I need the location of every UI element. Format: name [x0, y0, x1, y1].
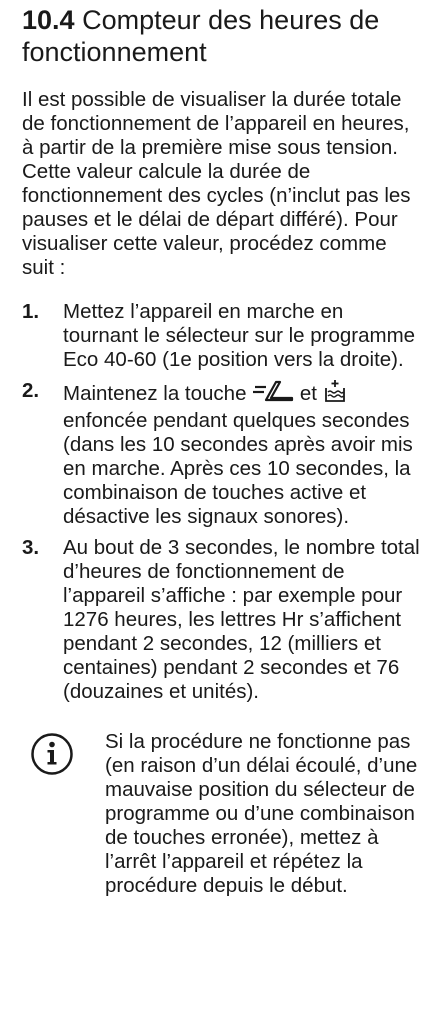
section-number: 10.4 — [22, 5, 75, 35]
quick-wash-icon — [252, 379, 294, 409]
step-text: Mettez l’appareil en marche en tournant le sélecteur sur le programme Eco 40-60 (1e position vers la droite). — [63, 300, 416, 371]
step-text-a: Maintenez la touche — [63, 382, 247, 405]
step-text-b: et — [299, 382, 317, 405]
extra-rinse-icon — [323, 379, 347, 409]
step-number: 1. — [22, 300, 40, 323]
step-text: Au bout de 3 secondes, le nombre total d’heures de fonctionnement de l’appareil s’affiche : par exemple pour 1276 heures, les lettres Hr s’affichent pendant 2 secondes, 12 (milliers et centaines) pendant 2 secondes et 76 (douzaines et unités). — [63, 536, 420, 703]
steps-list — [22, 300, 424, 704]
section-heading — [22, 0, 424, 68]
intro-paragraph: Il est possible de visualiser la durée totale de fonctionnement de l’appareil en heures, à partir de la première mise sous tension. Cette valeur calcule la durée de fonctionnement des cycles (n’inclut pas les pauses et le délai de départ différé). Pour visualiser cette valeur, procédez comme suit : — [22, 88, 411, 279]
info-note — [22, 730, 424, 898]
list-item — [22, 379, 424, 529]
step-number: 2. — [22, 379, 40, 402]
section-title: Compteur des heures de fonctionnement — [22, 5, 380, 67]
list-item — [22, 300, 424, 372]
step-number: 3. — [22, 536, 40, 559]
info-icon — [30, 732, 74, 781]
note-text: Si la procédure ne fonctionne pas (en raison d’un délai écoulé, d’une mauvaise position du sélecteur de programme ou d’une combinaison de touches erronée), mettez à l’arrêt l’appareil et répétez la procédure depuis le début. — [105, 730, 418, 897]
step-text-c: enfoncée pendant quelques secondes (dans les 10 secondes après avoir mis en marche. Après ces 10 secondes, la combinaison de touches active et désactive les signaux sonores). — [63, 409, 413, 528]
list-item — [22, 536, 424, 704]
